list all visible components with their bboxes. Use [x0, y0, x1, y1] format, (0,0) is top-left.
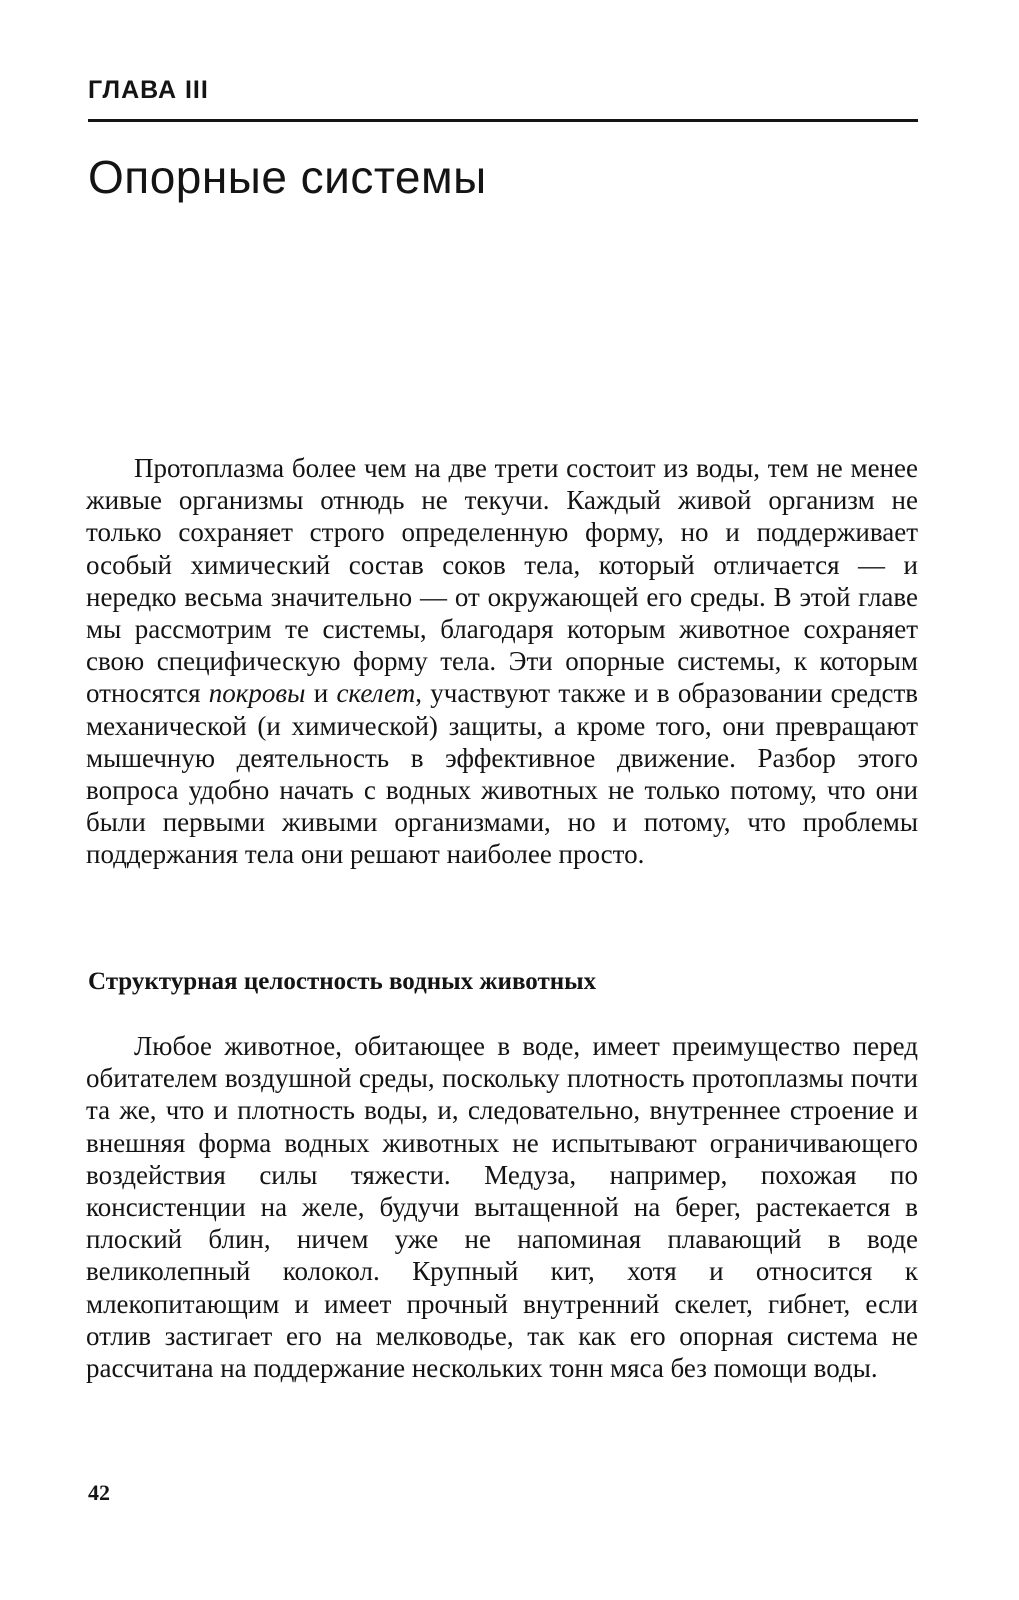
chapter-label: ГЛАВА III — [88, 76, 209, 104]
term-covers: покровы — [208, 678, 306, 709]
section-heading: Структурная целостность водных животных — [88, 968, 597, 995]
term-skeleton: скелет — [336, 678, 416, 709]
intro-text-part2: , участвуют также и в образовании средств механической (и химической) защиты, а кроме того, они превращают мышечную деятельность в эффективное движение. Разбор этого вопроса удобно начать с водных животных не только потому, что они были первыми живыми организмами, но и потому, что проблемы поддержания тела они решают наиболее просто. — [86, 678, 919, 870]
intro-text-part1: Протоплазма более чем на две трети состоит из воды, тем не менее живые организмы отнюдь не текучи. Каждый живой организм не только сохраняет строго определенную форму, но и поддерживает особый химический состав соков тела, который отличается — и нередко весьма значительно — от окружающей его среды. В этой главе мы рассмотрим те системы, благодаря которым животное сохраняет свою специфическую форму тела. Эти опорные системы, к которым относятся — [86, 453, 918, 709]
intro-conjunction: и — [305, 678, 337, 709]
chapter-title: Опорные системы — [88, 151, 487, 203]
page-number: 42 — [88, 1480, 110, 1505]
section-paragraph: Любое животное, обитающее в воде, имеет преимущество перед обитателем воздушной среды, поскольку плотность протоплазмы почти та же, что и плотность воды, и, следовательно, внутреннее строение и внешняя форма водных животных не испытывают ограничивающего воздействия силы тяжести. Медуза, например, похожая по консистенции на желе, будучи вытащенной на берег, растекается в плоский блин, ничем уже не напоминая плавающий в воде великолепный колокол. Крупный кит, хотя и относится к млекопитающим и имеет прочный внутренний скелет, гибнет, если отлив застигает его на мелководье, так как его опорная система не рассчитана на поддержание нескольких тонн мяса без помощи воды. — [86, 1031, 918, 1384]
chapter-rule — [88, 119, 918, 122]
intro-paragraph — [86, 452, 918, 871]
